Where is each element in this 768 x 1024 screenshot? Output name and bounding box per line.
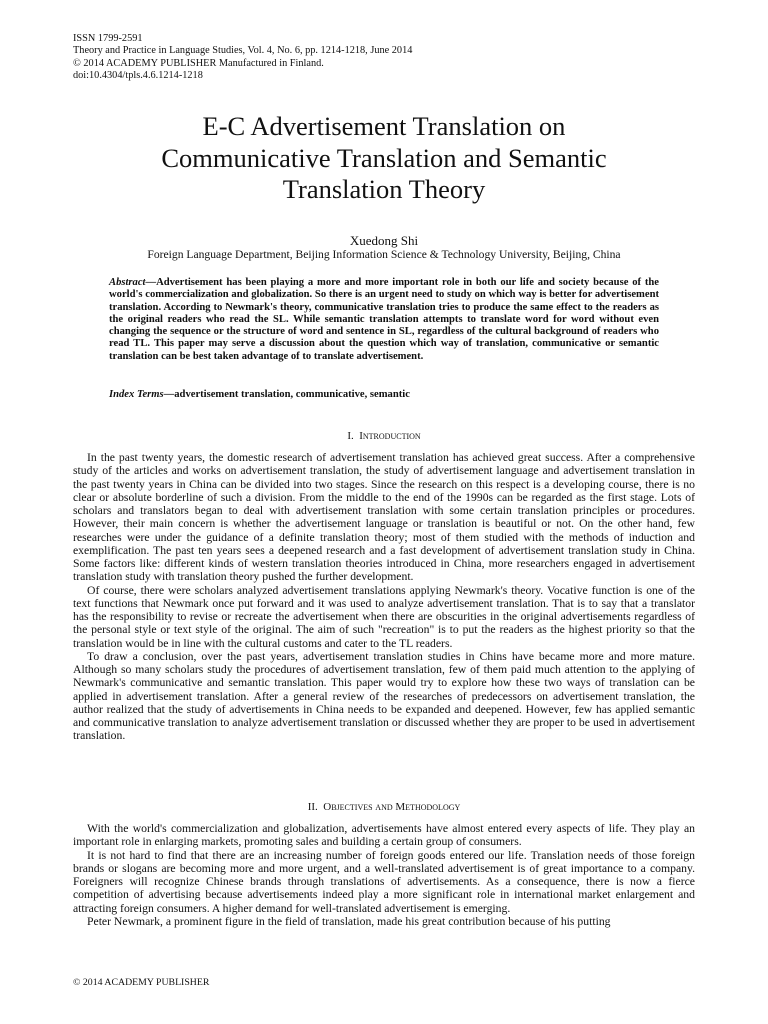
section-number: II. [307, 801, 318, 813]
journal-citation: Theory and Practice in Language Studies, Vol. 4, No. 6, pp. 1214-1218, June 2014 [73, 45, 413, 57]
index-terms [109, 389, 659, 400]
paper-title [73, 111, 695, 206]
section-number: I. [347, 430, 354, 442]
section-heading-introduction [73, 430, 695, 442]
paragraph: In the past twenty years, the domestic research of advertisement translation has achieved great success. After a comprehensive study of the articles and works on advertisement translation, the study of advertisement language and advertisement translation in the past twenty years in China can be divided into two stages. Since the research on this respect is a developing course, there is no clear or absolute borderline of such a division. From the middle to the end of the 1990s can be regarded as the first stage. Lots of scholars and translators began to deal with advertisement translation with some certain translation principles or procedures. However, their main concern is whether the advertisement language or translation is beautiful or not. On the other hand, few researches were under the guidance of a definite translation theory; most of them studied with the methods of induction and exemplification. The past ten years sees a deepened research and a fast development of advertisement translation study in China. Some factors like: different kinds of western translation theories introduced in China, more researchers engaged in advertisement translation study with translation theory pushed the further development. [73, 451, 695, 584]
objectives-body [73, 822, 695, 928]
index-terms-label: Index Terms [109, 389, 164, 400]
abstract [109, 277, 659, 363]
paragraph: Peter Newmark, a prominent figure in the field of translation, made his great contribution because of his putting [87, 914, 611, 928]
page-footer: © 2014 ACADEMY PUBLISHER [73, 977, 210, 988]
copyright-line: © 2014 ACADEMY PUBLISHER Manufactured in Finland. [73, 57, 324, 69]
issn-line: ISSN 1799-2591 [73, 33, 143, 44]
author-name: Xuedong Shi [349, 233, 419, 248]
doi-line: doi:10.4304/tpls.4.6.1214-1218 [73, 70, 203, 82]
paragraph: It is not hard to find that there are an increasing number of foreign goods entered our life. Translation needs of those foreign brands or slogans are becoming more and more urgent, and a well-translated advertisement is of great importance to a company. Foreigners will recognize Chinese brands through translations of advertisements. As a consequence, there is now a fierce competition of advertising because advertisements indeed play a more significant role in international market enlargement and attracting foreign consumers. A higher demand for well-translated advertisement is emerging. [73, 848, 695, 915]
title-line: Translation Theory [282, 174, 486, 204]
author-affiliation: Foreign Language Department, Beijing Information Science & Technology University, Beijing, China [147, 248, 621, 261]
section-title: Objectives and Methodology [323, 801, 461, 813]
journal-header [73, 33, 412, 83]
paragraph: Of course, there were scholars analyzed advertisement translations applying Newmark's theory. Vocative function is one of the text functions that Newmark once put forward and it was used to analyze advertisement translation. That is to say that a translator has the responsibility to revise or recreate the advertisement when there are obscurities in the original advertisements regardless of the personal style or text style of the original. The aim of such "recreation" is to put the readers as the highest priority so that the translation would be in line with the cultural customs and cater to the TL readers. [73, 583, 695, 650]
paragraph: To draw a conclusion, over the past years, advertisement translation studies in Chins have became more and more mature. Although so many scholars study the procedures of advertisement translation, few of them paid much attention to the applying of Newmark's communicative and semantic translation. This paper would try to explore how these two ways of translation can be applied in advertisement translation. After a general review of the researches of predecessors on advertisement translation, the author realized that the study of advertisements in China needs to be expanded and deepened. However, few has applied semantic and communicative translation to analyze advertisement translation or discussed whether they are proper to be used in advertisement translation. [73, 649, 695, 743]
abstract-text: —Advertisement has been playing a more and more important role in both our life and society because of the world's commercialization and globalization. So there is an urgent need to study on which way is better for advertisement translation. According to Newmark's theory, communicative translation tries to produce the same effect to the readers as the original readers who read the SL. While semantic translation attempts to translate word for word without even changing the sequence or the structure of word and sentence in SL, regardless of the cultural background of readers who read TL. This paper may serve a discussion about the question which way of translation, communicative or semantic translation can be best taken advantage of to translate advertisement. [109, 277, 659, 362]
title-line: Communicative Translation and Semantic [161, 142, 607, 173]
introduction-body [73, 451, 695, 743]
section-title: Introduction [359, 430, 421, 442]
title-line: E-C Advertisement Translation on [202, 111, 566, 141]
index-terms-text: —advertisement translation, communicative, semantic [163, 389, 410, 400]
section-heading-objectives [73, 801, 695, 813]
abstract-label: Abstract [109, 277, 146, 288]
paragraph: With the world's commercialization and globalization, advertisements have almost entered every aspects of life. They play an important role in enlarging markets, promoting sales and building a certain group of consumers. [73, 822, 695, 849]
